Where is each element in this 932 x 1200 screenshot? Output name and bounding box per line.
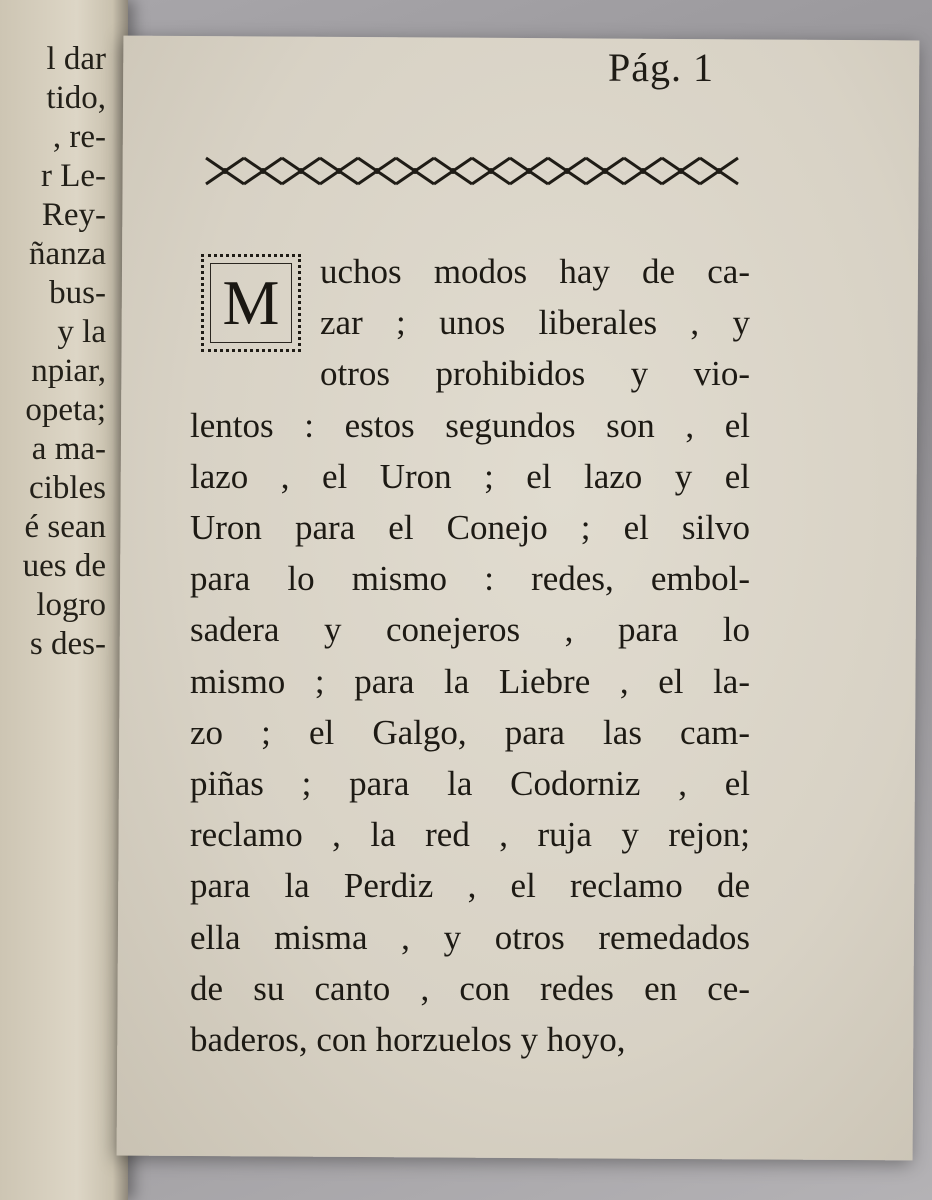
- left-page-text-line: é sean: [24, 509, 106, 545]
- body-text-line: de su canto , con redes en ce-: [190, 968, 750, 1008]
- left-page-text-line: a ma-: [31, 431, 106, 467]
- body-text-line: para lo mismo : redes, embol-: [190, 559, 750, 599]
- body-text-line: lentos : estos segundos son , el: [190, 405, 750, 445]
- body-text: [190, 246, 750, 1065]
- left-page-text-line: , re-: [52, 119, 106, 155]
- body-text-line: sadera y conejeros , para lo: [190, 610, 750, 650]
- ornament-dot: [336, 168, 342, 174]
- ornament-dot: [450, 168, 456, 174]
- ornament-dot: [412, 168, 418, 174]
- ornament-dot: [374, 168, 380, 174]
- left-page-text-line: Rey-: [41, 197, 106, 233]
- body-text-line: otros prohibidos y vio-: [320, 354, 750, 394]
- left-page-text-line: s des-: [29, 626, 106, 662]
- ornament-dot: [222, 168, 228, 174]
- left-page-text-line: bus-: [49, 275, 106, 311]
- decorative-border-ornament: [198, 150, 743, 192]
- body-text-line: baderos, con horzuelos y hoyo,: [190, 1020, 626, 1060]
- body-text-line: ella misma , y otros remedados: [190, 917, 750, 957]
- left-page-text-line: npiar,: [31, 353, 106, 389]
- ornament-dot: [640, 168, 646, 174]
- left-page-text-line: tido,: [46, 80, 106, 116]
- left-page-text-line: ues de: [22, 548, 106, 584]
- body-text-line: piñas ; para la Codorniz , el: [190, 764, 750, 804]
- page-number: Pág. 1: [608, 45, 714, 90]
- ornament-dot: [678, 168, 684, 174]
- left-page-text-line: l dar: [46, 41, 106, 77]
- body-text-line: Uron para el Conejo ; el silvo: [190, 508, 750, 548]
- body-text-line: reclamo , la red , ruja y rejon;: [190, 815, 750, 855]
- ornament-dot: [602, 168, 608, 174]
- drop-cap: M: [210, 263, 292, 343]
- left-page-text-line: opeta;: [25, 392, 106, 428]
- body-text-line: para la Perdiz , el reclamo de: [190, 866, 750, 906]
- left-page: [0, 0, 128, 1200]
- body-text-line: zo ; el Galgo, para las cam-: [190, 712, 750, 752]
- body-text-line: zar ; unos liberales , y: [320, 303, 750, 343]
- left-page-text-line: r Le-: [40, 158, 106, 194]
- ornament-dot: [488, 168, 494, 174]
- ornament-dot: [526, 168, 532, 174]
- body-text-line: mismo ; para la Liebre , el la-: [190, 661, 750, 701]
- left-page-text-line: cibles: [29, 470, 106, 506]
- left-page-text: [23, 40, 106, 664]
- left-page-text-line: logro: [36, 587, 106, 623]
- body-text-line: lazo , el Uron ; el lazo y el: [190, 456, 750, 496]
- ornament-dot: [716, 168, 722, 174]
- left-page-text-line: y la: [57, 314, 106, 350]
- body-text-line: uchos modos hay de ca-: [320, 252, 750, 291]
- ornament-dot: [260, 168, 266, 174]
- ornament-dot: [298, 168, 304, 174]
- left-page-text-line: ñanza: [29, 236, 106, 272]
- ornament-dot: [564, 168, 570, 174]
